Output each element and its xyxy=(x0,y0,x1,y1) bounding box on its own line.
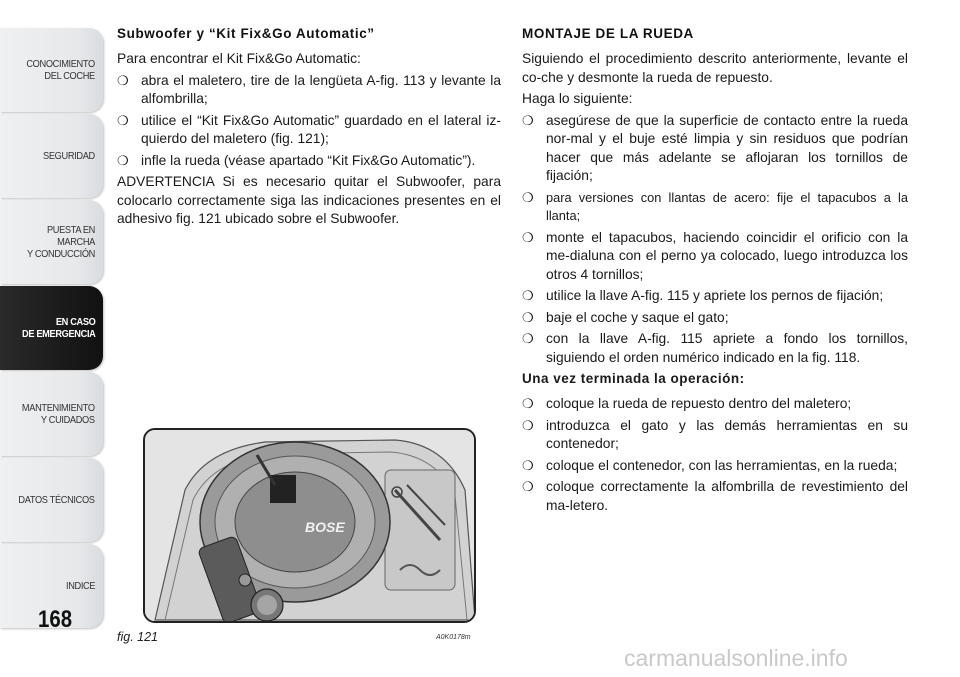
page-number: 168 xyxy=(38,606,73,633)
tab-label: PUESTA EN MARCHA Y CONDUCCIÓN xyxy=(27,224,95,260)
list-item: ❍ utilice la llave A-fig. 115 y apriete los pernos de fijación; xyxy=(522,287,908,306)
tab-label: INDICE xyxy=(65,580,95,592)
bullet-icon: ❍ xyxy=(522,396,534,411)
right-column xyxy=(522,26,908,518)
section-heading: Subwoofer y “Kit Fix&Go Automatic” xyxy=(117,26,375,41)
bullet-icon: ❍ xyxy=(117,112,129,128)
list-item: ❍ asegúrese de que la superficie de contacto entre la rueda nor-mal y el buje esté limpia y sin residuos que podrían hacer que más adelante se aflojaran los tornillos de fijación; xyxy=(522,112,908,186)
left-column xyxy=(117,26,501,232)
trunk-illustration xyxy=(145,430,476,623)
tab-datos-tecnicos[interactable] xyxy=(0,458,103,542)
paragraph: Haga lo siguiente: xyxy=(522,91,633,106)
bose-logo: BOSE xyxy=(305,519,345,535)
list-item: ❍ para versiones con llantas de acero: fije el tapacubos a la llanta; xyxy=(522,189,908,226)
tab-label: EN CASO DE EMERGENCIA xyxy=(21,316,95,340)
list-item: ❍ coloque el contenedor, con las herramientas, en la rueda; xyxy=(522,457,908,476)
tab-seguridad[interactable] xyxy=(0,114,103,198)
paragraph: Para encontrar el Kit Fix&Go Automatic: xyxy=(117,51,361,66)
bullet-icon: ❍ xyxy=(522,229,534,245)
list-item: ❍ coloque correctamente la alfombrilla de revestimiento del ma-letero. xyxy=(522,478,908,515)
tab-en-caso-de-emergencia[interactable] xyxy=(0,286,103,370)
list-item: ❍ infle la rueda (véase apartado “Kit Fix&Go Automatic”). xyxy=(117,152,501,171)
tab-label: DATOS TÉCNICOS xyxy=(18,494,95,506)
list-item: ❍ abra el maletero, tire de la lengüeta A-fig. 113 y levante la alfombrilla; xyxy=(117,72,501,109)
list-item: ❍ baje el coche y saque el gato; xyxy=(522,309,908,328)
tab-label: MANTENIMIENTO Y CUIDADOS xyxy=(22,402,95,426)
bullet-icon: ❍ xyxy=(522,112,534,128)
list-item: ❍ coloque la rueda de repuesto dentro del maletero; xyxy=(522,395,908,414)
watermark[interactable]: carmanualsonline.info xyxy=(624,645,848,671)
bullet-icon: ❍ xyxy=(522,417,534,433)
list-item: ❍ monte el tapacubos, haciendo coincidir el orificio con la me-dialuna con el perno ya colocado, luego introduzca los otros 4 tornillos; xyxy=(522,229,908,285)
bullet-icon: ❍ xyxy=(522,288,534,303)
bullet-icon: ❍ xyxy=(117,152,129,168)
tab-label: CONOCIMIENTO DEL COCHE xyxy=(26,58,95,82)
bullet-icon: ❍ xyxy=(522,331,534,346)
subheading: Una vez terminada la operación: xyxy=(522,371,745,386)
list-item: ❍ introduzca el gato y las demás herramientas en su contenedor; xyxy=(522,417,908,454)
section-heading: MONTAJE DE LA RUEDA xyxy=(522,26,694,41)
bullet-icon: ❍ xyxy=(522,189,534,205)
bullet-icon: ❍ xyxy=(522,457,534,473)
list-item: ❍ con la llave A-fig. 115 apriete a fondo los tornillos, siguiendo el orden numérico indicado en la fig. 118. xyxy=(522,330,908,367)
tab-puesta-en-marcha[interactable] xyxy=(0,200,103,284)
paragraph: Siguiendo el procedimiento descrito anteriormente, levante el co-che y desmonte la rueda de repuesto. xyxy=(522,51,908,85)
tab-conocimiento-del-coche[interactable] xyxy=(0,28,103,112)
bullet-icon: ❍ xyxy=(522,309,534,325)
warning-paragraph: ADVERTENCIA Si es necesario quitar el Subwoofer, para colocarlo correctamente siga las indicaciones presentes en el adhesivo fig. 121 ubicado sobre el Subwoofer. xyxy=(117,174,501,226)
list-item: ❍ utilice el “Kit Fix&Go Automatic” guardado en el lateral iz-quierdo del maletero (fig. 121); xyxy=(117,112,501,149)
tab-label: SEGURIDAD xyxy=(43,150,95,162)
bullet-icon: ❍ xyxy=(522,479,534,494)
figure-code: A0K0178m xyxy=(436,634,471,641)
figure-trunk-subwoofer xyxy=(143,428,476,623)
bullet-icon: ❍ xyxy=(117,72,129,88)
figure-caption: fig. 121 xyxy=(117,630,159,644)
tab-mantenimiento[interactable] xyxy=(0,372,103,456)
